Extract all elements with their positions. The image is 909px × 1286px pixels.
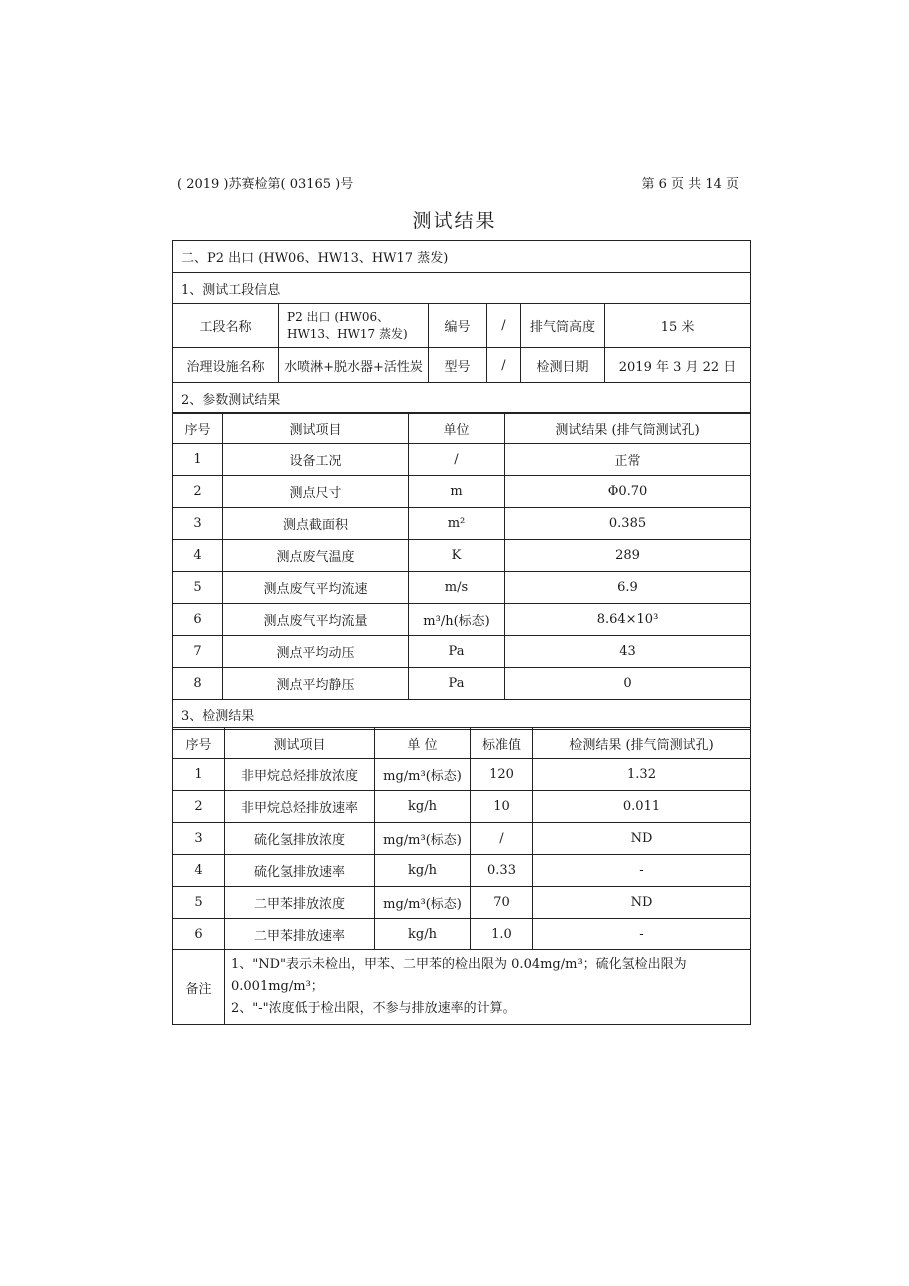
row-result: ND — [533, 887, 751, 919]
label-facility-name: 治理设施名称 — [173, 348, 279, 383]
row-item: 硫化氢排放速率 — [225, 855, 375, 887]
table-row — [173, 540, 751, 572]
row-item: 测点废气平均流速 — [223, 572, 409, 604]
row-no: 6 — [173, 919, 225, 950]
value-section-name: P2 出口 (HW06、HW13、HW17 蒸发) — [279, 304, 429, 348]
row-standard: 1.0 — [471, 919, 533, 950]
row-no: 3 — [173, 823, 225, 855]
row-item: 非甲烷总烃排放速率 — [225, 791, 375, 823]
label-model: 型号 — [429, 348, 487, 383]
col-header-item: 测试项目 — [223, 413, 409, 444]
remark-line-1: 1、"ND"表示未检出，甲苯、二甲苯的检出限为 0.04mg/m³；硫化氢检出限为 0.001mg/m³； — [231, 957, 687, 994]
row-result: 0.011 — [533, 791, 751, 823]
row-item: 非甲烷总烃排放浓度 — [225, 759, 375, 791]
table-row — [173, 444, 751, 476]
table-row — [173, 823, 751, 855]
table-row — [173, 791, 751, 823]
row-unit: Pa — [409, 668, 505, 700]
section3-heading: 3、检测结果 — [173, 700, 751, 730]
row-result: 0.385 — [505, 508, 751, 540]
row-unit: kg/h — [375, 919, 471, 950]
row-result: 43 — [505, 636, 751, 668]
row-unit: m/s — [409, 572, 505, 604]
col-header-unit: 单位 — [409, 413, 505, 444]
parameter-table — [172, 412, 751, 730]
row-result: - — [533, 855, 751, 887]
row-no: 2 — [173, 476, 223, 508]
section-main-heading: 二、P2 出口 (HW06、HW13、HW17 蒸发) — [173, 241, 751, 273]
row-standard: 120 — [471, 759, 533, 791]
row-unit: m — [409, 476, 505, 508]
row-no: 4 — [173, 855, 225, 887]
col-header-result: 测试结果 (排气筒测试孔) — [505, 413, 751, 444]
row-item: 二甲苯排放浓度 — [225, 887, 375, 919]
row-result: 正常 — [505, 444, 751, 476]
row-item: 设备工况 — [223, 444, 409, 476]
remarks-content — [225, 950, 751, 1025]
row-result: 1.32 — [533, 759, 751, 791]
row-no: 5 — [173, 572, 223, 604]
row-result: 0 — [505, 668, 751, 700]
remark-line-2: 2、"-"浓度低于检出限，不参与排放速率的计算。 — [231, 1001, 516, 1016]
table-row — [173, 919, 751, 950]
row-unit: m² — [409, 508, 505, 540]
row-no: 1 — [173, 759, 225, 791]
row-item: 测点截面积 — [223, 508, 409, 540]
row-unit: m³/h(标态) — [409, 604, 505, 636]
row-result: 8.64×10³ — [505, 604, 751, 636]
row-item: 测点废气平均流量 — [223, 604, 409, 636]
row-result: Φ0.70 — [505, 476, 751, 508]
row-item: 测点平均静压 — [223, 668, 409, 700]
table-row — [173, 887, 751, 919]
col-header-item: 测试项目 — [225, 728, 375, 759]
table-row — [173, 759, 751, 791]
value-code: / — [487, 304, 521, 348]
row-no: 7 — [173, 636, 223, 668]
row-standard: 0.33 — [471, 855, 533, 887]
value-model: / — [487, 348, 521, 383]
section1-heading: 1、测试工段信息 — [173, 273, 751, 304]
row-no: 2 — [173, 791, 225, 823]
row-unit: Pa — [409, 636, 505, 668]
row-unit: kg/h — [375, 791, 471, 823]
row-unit: / — [409, 444, 505, 476]
row-unit: mg/m³(标态) — [375, 887, 471, 919]
label-section-name: 工段名称 — [173, 304, 279, 348]
info-table — [172, 240, 751, 414]
detection-table — [172, 727, 751, 1025]
col-header-standard: 标准值 — [471, 728, 533, 759]
row-no: 4 — [173, 540, 223, 572]
report-number: ( 2019 )苏赛检第( 03165 )号 — [177, 177, 354, 192]
row-item: 二甲苯排放速率 — [225, 919, 375, 950]
col-header-unit: 单 位 — [375, 728, 471, 759]
label-stack-height: 排气筒高度 — [521, 304, 605, 348]
row-item: 测点平均动压 — [223, 636, 409, 668]
row-no: 8 — [173, 668, 223, 700]
table-row — [173, 572, 751, 604]
row-unit: mg/m³(标态) — [375, 823, 471, 855]
row-no: 6 — [173, 604, 223, 636]
row-item: 测点废气温度 — [223, 540, 409, 572]
row-no: 3 — [173, 508, 223, 540]
row-standard: 70 — [471, 887, 533, 919]
row-unit: K — [409, 540, 505, 572]
row-no: 1 — [173, 444, 223, 476]
table-row — [173, 508, 751, 540]
row-standard: / — [471, 823, 533, 855]
table-row — [173, 604, 751, 636]
row-item: 测点尺寸 — [223, 476, 409, 508]
row-result: 289 — [505, 540, 751, 572]
col-header-result: 检测结果 (排气筒测试孔) — [533, 728, 751, 759]
row-result: - — [533, 919, 751, 950]
col-header-no: 序号 — [173, 413, 223, 444]
value-test-date: 2019 年 3 月 22 日 — [605, 348, 751, 383]
label-test-date: 检测日期 — [521, 348, 605, 383]
table-row — [173, 855, 751, 887]
section2-heading: 2、参数测试结果 — [173, 383, 751, 414]
row-standard: 10 — [471, 791, 533, 823]
row-result: 6.9 — [505, 572, 751, 604]
row-item: 硫化氢排放浓度 — [225, 823, 375, 855]
label-code: 编号 — [429, 304, 487, 348]
table-row — [173, 636, 751, 668]
value-stack-height: 15 米 — [605, 304, 751, 348]
remarks-label: 备注 — [173, 950, 225, 1025]
row-unit: mg/m³(标态) — [375, 759, 471, 791]
table-row — [173, 476, 751, 508]
page-title: 测试结果 — [412, 210, 497, 232]
row-no: 5 — [173, 887, 225, 919]
page-info: 第 6 页 共 14 页 — [641, 177, 739, 192]
value-facility-name: 水喷淋+脱水器+活性炭 — [279, 348, 429, 383]
row-unit: kg/h — [375, 855, 471, 887]
row-result: ND — [533, 823, 751, 855]
table-row — [173, 668, 751, 700]
col-header-no: 序号 — [173, 728, 225, 759]
